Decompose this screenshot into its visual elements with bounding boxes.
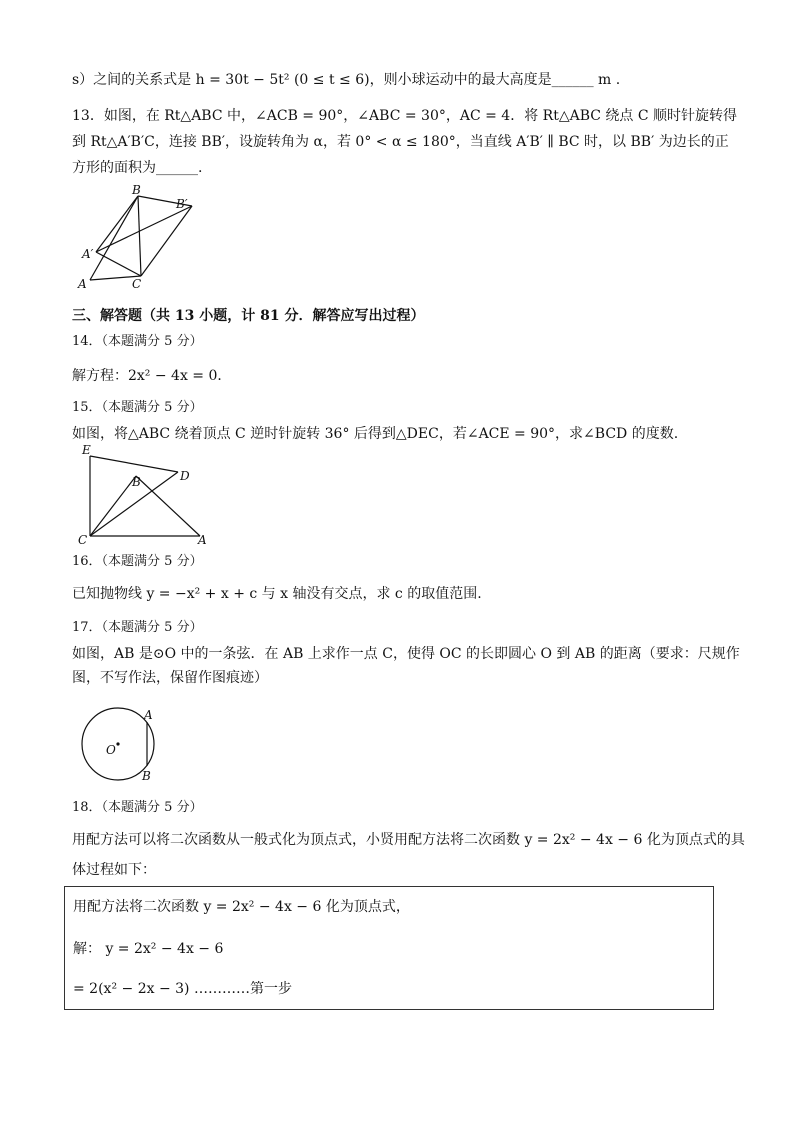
q15-label-e: E bbox=[82, 443, 91, 457]
q15-edge bbox=[90, 476, 136, 536]
q13-line2: 到 Rt△A′B′C，连接 BB′，设旋转角为 α，若 0° < α ≤ 180°，当直线 A′B′ ∥ BC 时，以 BB′ 为边长的正 bbox=[72, 134, 729, 150]
q17-center-dot bbox=[116, 742, 119, 745]
q17-figure bbox=[80, 706, 180, 786]
q18-line2: 体过程如下： bbox=[72, 862, 156, 878]
q17-head: 17．（本题满分 5 分） bbox=[72, 620, 203, 635]
q15-label-d: D bbox=[180, 469, 190, 483]
q12-tail: s）之间的关系式是 h = 30t − 5t² (0 ≤ t ≤ 6)，则小球运动中的最大高度是______ m . bbox=[72, 72, 621, 88]
q13-edge bbox=[138, 196, 141, 276]
q14-body: 解方程：2x² − 4x = 0． bbox=[72, 368, 232, 384]
q17-line1: 如图，AB 是⊙O 中的一条弦．在 AB 上求作一点 C，使得 OC 的长即圆心 O 到 AB 的距离（要求：尺规作 bbox=[72, 646, 740, 662]
q14-head: 14．（本题满分 5 分） bbox=[72, 334, 203, 349]
q15-edge bbox=[90, 456, 178, 472]
q13-label-b: B bbox=[132, 183, 141, 197]
q13-label-c: C bbox=[132, 277, 142, 291]
q18-box-line2: 解： y = 2x² − 4x − 6 bbox=[73, 941, 224, 957]
q15-label-c: C bbox=[78, 533, 88, 547]
q18-line1: 用配方法可以将二次函数从一般式化为顶点式，小贤用配方法将二次函数 y = 2x² − 4x − 6 化为顶点式的具 bbox=[72, 832, 745, 848]
q15-edge bbox=[136, 476, 200, 536]
q13-edge bbox=[96, 252, 141, 276]
q18-head: 18．（本题满分 5 分） bbox=[72, 800, 203, 815]
q13-figure bbox=[76, 184, 216, 294]
q13-label-a-prime: A′ bbox=[82, 247, 94, 261]
q18-box-line1: 用配方法将二次函数 y = 2x² − 4x − 6 化为顶点式， bbox=[73, 899, 410, 915]
q13-label-a: A bbox=[78, 277, 87, 291]
q13-line1: 13．如图，在 Rt△ABC 中，∠ACB = 90°，∠ABC = 30°，AC = 4．将 Rt△ABC 绕点 C 顺时针旋转得 bbox=[72, 108, 738, 124]
q13-label-b-prime: B′ bbox=[176, 197, 188, 211]
q17-label-b: B bbox=[142, 769, 151, 783]
q15-body: 如图，将△ABC 绕着顶点 C 逆时针旋转 36° 后得到△DEC，若∠ACE = 90°，求∠BCD 的度数. bbox=[72, 426, 679, 442]
q15-figure bbox=[78, 443, 218, 547]
q13-edge bbox=[96, 196, 138, 252]
q18-box-line3: = 2(x² − 2x − 3) …………第一步 bbox=[73, 981, 292, 997]
q13-line3: 方形的面积为______. bbox=[72, 160, 203, 176]
q17-label-o: O bbox=[106, 743, 116, 757]
q15-label-b: B bbox=[132, 475, 141, 489]
q15-head: 15．（本题满分 5 分） bbox=[72, 400, 203, 415]
q13-edge bbox=[141, 206, 192, 276]
q15-label-a: A bbox=[198, 533, 207, 547]
q16-head: 16．（本题满分 5 分） bbox=[72, 554, 203, 569]
q17-line2: 图，不写作法，保留作图痕迹） bbox=[72, 670, 268, 686]
q18-solution-box bbox=[64, 886, 714, 1010]
q17-label-a: A bbox=[144, 708, 153, 722]
q13-edge bbox=[90, 196, 138, 280]
section-3-heading: 三、解答题（共 13 小题，计 81 分．解答应写出过程） bbox=[72, 308, 425, 324]
q16-body: 已知抛物线 y = −x² + x + c 与 x 轴没有交点，求 c 的取值范围. bbox=[72, 586, 482, 602]
